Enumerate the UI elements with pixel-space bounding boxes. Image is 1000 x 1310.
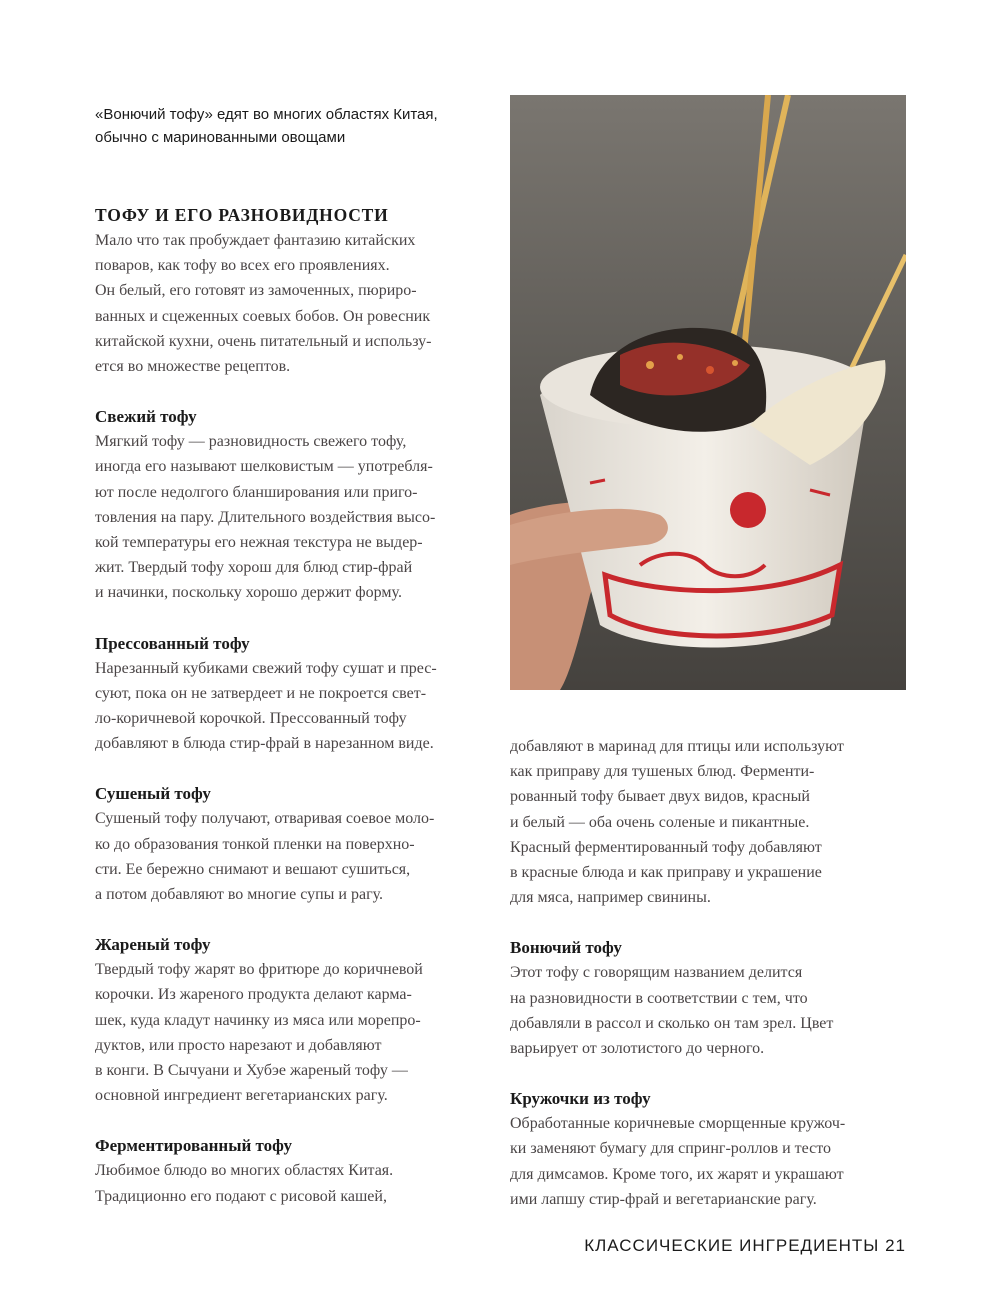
text-line: ло-коричневой корочкой. Прессованный тофу [95,710,407,728]
text-line: Традиционно его подают с рисовой кашей, [95,1187,387,1205]
subsection-heading: Сушеный тофу [95,784,211,804]
section-fermented-tofu [95,1133,495,1208]
text-line: ванных и сцеженных соевых бобов. Он ровесник [95,307,431,325]
text-line: добавляли в рассол и сколько он там зрел. Цвет [510,1014,834,1032]
text-line: рованный тофу бывает двух видов, красный [510,788,810,806]
text-line: на разновидности в соответствии с тем, что [510,989,808,1007]
text-line: в конги. В Сычуани и Хубэе жареный тофу — [95,1062,408,1080]
text-line: как приправу для тушеных блюд. Ферменти- [510,763,815,781]
paragraph [95,656,495,757]
text-line: ко до образования тонкой пленки на поверхно- [95,835,415,853]
stinky-tofu-photo [510,95,906,690]
subsection-heading: Кружочки из тофу [510,1089,651,1109]
section-stinky-tofu [510,935,910,1061]
page-number: 21 [885,1236,906,1255]
text-line: ими лапшу стир-фрай и вегетарианские рагу. [510,1190,817,1208]
text-line: корочки. Из жареного продукта делают карма- [95,986,412,1004]
text-line: Мало что так пробуждает фантазию китайских [95,232,416,249]
section-fermented-tofu-continued [510,734,910,910]
subsection-heading: Вонючий тофу [510,938,622,958]
paragraph [95,806,495,907]
text-line: Красный ферментированный тофу добавляют [510,838,822,856]
text-line: кой температуры его нежная текстура не выдер- [95,534,423,552]
text-line: дуктов, или просто нарезают и добавляют [95,1036,382,1054]
text-line: шек, куда кладут начинку из мяса или морепро- [95,1011,421,1029]
paragraph [95,1158,495,1208]
paragraph [510,960,910,1061]
text-line: а потом добавляют во многие супы и рагу. [95,886,384,904]
section-heading: ТОФУ И ЕГО РАЗНОВИДНОСТИ [95,205,389,225]
text-line: китайской кухни, очень питательный и использу- [95,332,432,350]
text-line: жит. Твердый тофу хорош для блюд стир-фрай [95,559,413,577]
text-line: товления на пару. Длительного воздействия высо- [95,508,436,526]
text-line: ют после недолгого бланширования или приго- [95,483,418,501]
paragraph [95,957,495,1108]
running-footer [584,1236,906,1256]
caption-line: «Вонючий тофу» едят во многих областях Китая, [95,106,438,123]
cup-stamp [730,492,766,528]
section-fried-tofu [95,932,495,1108]
text-line: в красные блюда и как приправу и украшение [510,864,822,882]
subsection-heading: Ферментированный тофу [95,1136,292,1156]
text-line: Этот тофу с говорящим названием делится [510,964,803,982]
caption-line: обычно с маринованными овощами [95,129,346,146]
text-line: и начинки, поскольку хорошо держит форму. [95,584,402,602]
text-line: для мяса, например свинины. [510,889,711,907]
text-line: для димсамов. Кроме того, их жарят и украшают [510,1165,844,1183]
text-line: Любимое блюдо во многих областях Китая. [95,1162,394,1180]
section-dried-tofu [95,781,495,907]
text-line: иногда его называют шелковистым — употребля- [95,458,433,476]
text-line: Твердый тофу жарят во фритюре до коричневой [95,961,423,979]
paragraph [510,1111,910,1212]
text-line: ется во множестве рецептов. [95,358,291,376]
section-pressed-tofu [95,631,495,757]
subsection-heading: Прессованный тофу [95,633,250,653]
paragraph [510,734,910,910]
left-column [95,202,495,1234]
text-line: суют, пока он не затвердеет и не покроется свет- [95,684,427,702]
text-line: Сушеный тофу получают, отваривая соевое моло- [95,810,435,828]
text-line: поваров, как тофу во всех его проявлениях. [95,257,390,275]
subsection-heading: Свежий тофу [95,407,197,427]
text-line: ки заменяют бумагу для спринг-роллов и тесто [510,1140,832,1158]
subsection-heading: Жареный тофу [95,935,211,955]
text-line: Мягкий тофу — разновидность свежего тофу, [95,433,407,451]
text-line: и белый — оба очень соленые и пикантные. [510,813,810,831]
text-line: варьирует от золотистого до черного. [510,1040,765,1058]
paragraph [95,429,495,605]
text-line: Он белый, его готовят из замоченных, пюриро- [95,282,417,300]
paragraph [95,228,495,379]
text-line: основной ингредиент вегетарианских рагу. [95,1087,388,1105]
footer-section-title: КЛАССИЧЕСКИЕ ИНГРЕДИЕНТЫ [584,1236,880,1255]
section-tofu-skins [510,1086,910,1212]
section-fresh-tofu [95,404,495,605]
stinky-tofu-illustration [510,95,906,690]
right-column [510,734,910,1237]
text-line: добавляют в блюда стир-фрай в нарезанном виде. [95,735,434,753]
section-intro [95,202,495,379]
text-line: сти. Ее бережно снимают и вешают сушиться, [95,860,411,878]
text-line: Нарезанный кубиками свежий тофу сушат и прес- [95,659,437,677]
text-line: добавляют в маринад для птицы или используют [510,738,844,755]
text-line: Обработанные коричневые сморщенные кружоч- [510,1115,846,1133]
photo-caption [95,103,485,149]
